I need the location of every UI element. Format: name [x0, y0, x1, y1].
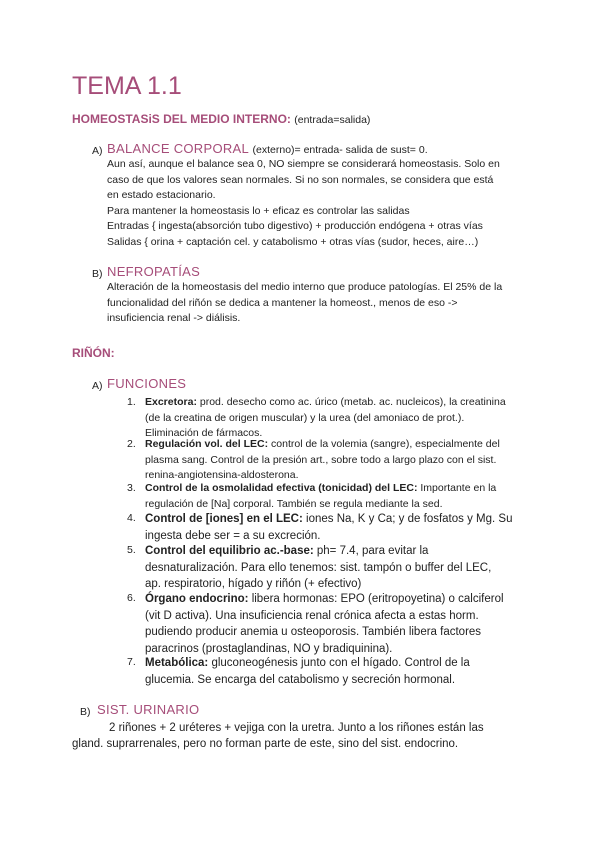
function-item: [145, 481, 496, 512]
paragraph-line: Alteración de la homeostasis del medio interno que produce patologías. El 25% de la: [107, 281, 503, 293]
item-text: desnaturalización. Para ello tenemos: sist. tampón o buffer del LEC,: [145, 561, 492, 574]
paragraph-line: 2 riñones + 2 uréteres + vejiga con la uretra. Junto a los riñones están las: [109, 722, 484, 734]
subheading-note: (externo)= entrada- salida de sust= 0.: [252, 144, 428, 156]
subheading-nefropatias: NEFROPATÍAS: [107, 264, 201, 279]
list-number: 5.: [127, 544, 136, 556]
function-item: [145, 437, 500, 484]
list-letter-b: B): [92, 268, 103, 280]
paragraph-line: gland. suprarrenales, pero no forman parte de este, sino del sist. endocrino.: [72, 738, 459, 750]
list-number: 3.: [127, 482, 136, 494]
item-text: ap. respiratorio, hígado y riñón (+ efectivo): [145, 578, 362, 590]
item-label: Excretora:: [145, 396, 197, 408]
function-item: [145, 395, 506, 442]
item-line: [145, 511, 512, 528]
list-number: 7.: [127, 656, 136, 668]
paragraph-line: Aun así, aunque el balance sea 0, NO siempre se considerará homeostasis. Solo en: [107, 158, 500, 170]
item-text: Eliminación de fármacos.: [145, 427, 263, 439]
function-item: [145, 655, 470, 688]
item-line: [145, 655, 470, 672]
subheading-balance-corporal: [107, 141, 428, 156]
item-text: renina-angiotensina-aldosterona.: [145, 469, 299, 481]
item-text: plasma sang. Control de la presión art., sobre todo a largo plazo con el sist.: [145, 453, 497, 466]
item-line: [145, 591, 504, 608]
item-text: ingesta debe ser = a su excreción.: [145, 529, 321, 542]
section-heading-rinon: RIÑÓN:: [72, 346, 115, 360]
item-label: Órgano endocrino:: [145, 593, 249, 605]
nefropatias-paragraph: [107, 280, 502, 327]
item-label: Control de [iones] en el LEC:: [145, 513, 303, 525]
item-text: prod. desecho como ac. úrico (metab. ac. nucleicos), la creatinina: [196, 396, 506, 408]
page-title: TEMA 1.1: [72, 72, 182, 100]
subheading-funciones: FUNCIONES: [107, 376, 187, 391]
item-label: Control del equilibrio ac.-base:: [145, 545, 314, 557]
paragraph-line: Para mantener la homeostasis lo + eficaz es controlar las salidas: [107, 204, 410, 217]
function-item: [145, 511, 512, 544]
item-label: Regulación vol. del LEC:: [145, 438, 269, 450]
list-number: 4.: [127, 512, 136, 524]
item-line: [145, 497, 496, 513]
list-letter-b: B): [80, 706, 91, 718]
item-text: paracrinos (prostaglandinas, NO y bradiquinina).: [145, 642, 393, 655]
subheading-sist-urinario: SIST. URINARIO: [97, 702, 200, 717]
item-text: gluconeogénesis junto con el hígado. Control de la: [208, 657, 470, 669]
item-text: control de la volemia (sangre), especialmente del: [268, 438, 500, 450]
item-line: [145, 528, 512, 545]
item-line: [145, 481, 496, 497]
paragraph-line: Salidas { orina + captación cel. y catabolismo + otras vías (sudor, heces, aire…): [107, 235, 479, 248]
item-label: Metabólica:: [145, 657, 209, 669]
paragraph-line: caso de que los valores sean normales. Si no son normales, se considera que está: [107, 173, 494, 186]
item-label: Control de la osmolalidad efectiva (tonicidad) del LEC:: [145, 482, 418, 494]
section-heading-note: (entrada=salida): [294, 114, 371, 126]
item-text: pudiendo producir anemia u osteoporosis. También libera factores: [145, 626, 482, 638]
item-text: glucemia. Se encarga del catabolismo y secreción hormonal.: [145, 673, 456, 686]
item-text: iones Na, K y Ca; y de fosfatos y Mg. Su: [302, 513, 513, 525]
item-line: [145, 608, 504, 625]
item-line: [145, 560, 491, 577]
paragraph-line: Entradas { ingesta(absorción tubo digestivo) + producción endógena + otras vías: [107, 220, 483, 232]
subheading-text: BALANCE CORPORAL: [107, 141, 249, 156]
list-number: 2.: [127, 438, 136, 450]
balance-paragraph: [107, 157, 500, 250]
paragraph-line: funcionalidad del riñón se dedica a mantener la homeost., menos de eso ->: [107, 296, 458, 309]
list-letter-a: A): [92, 380, 103, 392]
section-heading-text: HOMEOSTASiS DEL MEDIO INTERNO:: [72, 112, 291, 126]
item-line: [145, 453, 500, 469]
list-letter-a: A): [92, 145, 103, 157]
item-line: [145, 672, 470, 689]
item-text: ph= 7.4, para evitar la: [313, 545, 429, 557]
item-text: libera hormonas: EPO (eritropoyetina) o calciferol: [248, 593, 504, 605]
item-line: [145, 437, 500, 453]
item-line: [145, 624, 504, 641]
item-text: Importante en la: [417, 482, 497, 494]
function-item: [145, 591, 504, 657]
list-number: 1.: [127, 396, 136, 408]
item-line: [145, 411, 506, 427]
urinario-paragraph: [72, 720, 484, 752]
item-text: (de la creatina de origen muscular) y la urea (del amoniaco de prot.).: [145, 411, 465, 424]
item-line: [145, 395, 506, 411]
paragraph-line: insuficiencia renal -> diálisis.: [107, 312, 241, 324]
item-text: regulación de [Na] corporal. También se regula mediante la sed.: [145, 497, 443, 510]
list-number: 6.: [127, 592, 136, 604]
item-text: (vit D activa). Una insuficiencia renal crónica afecta a estas horm.: [145, 609, 479, 622]
section-heading-homeostasis: [72, 112, 370, 126]
paragraph-line: en estado estacionario.: [107, 189, 216, 201]
item-line: [145, 543, 491, 560]
function-item: [145, 543, 491, 593]
